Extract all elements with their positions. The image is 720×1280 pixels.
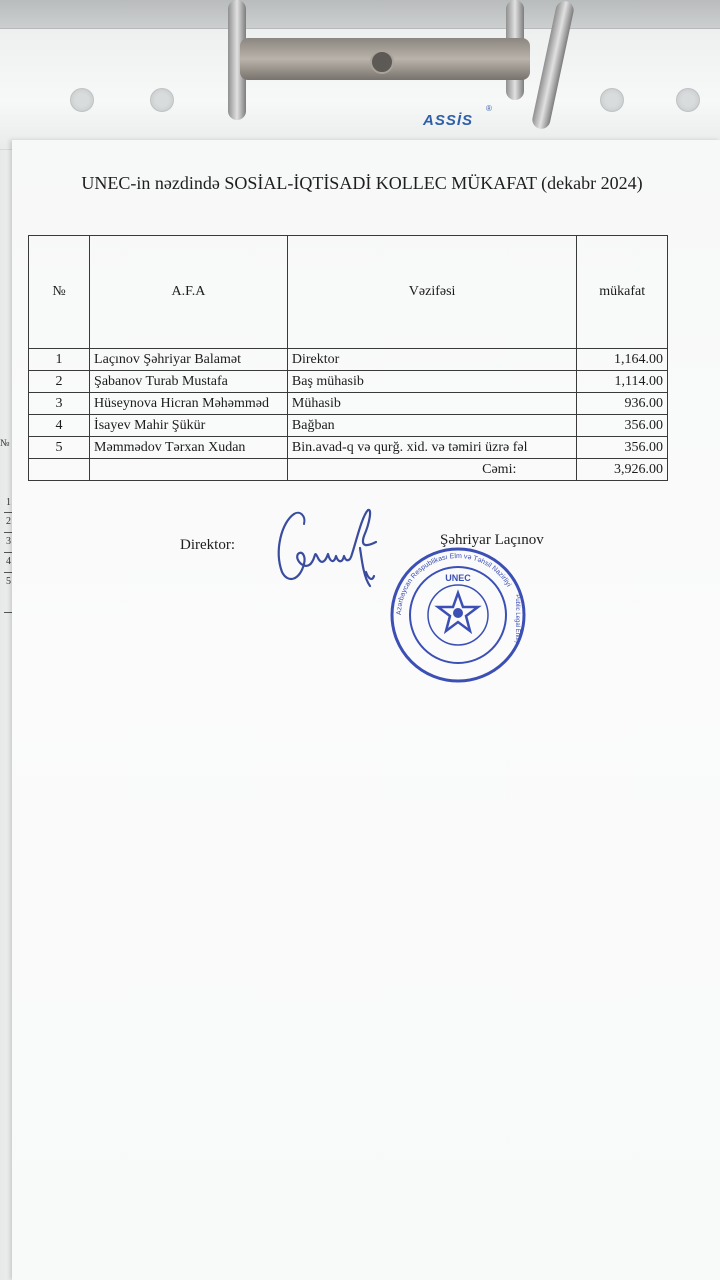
punch-hole — [70, 88, 94, 112]
total-row — [29, 459, 668, 481]
row-name: Hüseynova Hicran Məhəmməd — [90, 393, 288, 415]
award-document — [12, 140, 720, 1280]
row-amount: 936.00 — [577, 393, 668, 415]
total-empty-cell — [29, 459, 90, 481]
table-row — [29, 415, 668, 437]
registered-mark: ® — [486, 104, 492, 113]
punch-hole — [600, 88, 624, 112]
column-header-name: A.F.A — [90, 236, 288, 349]
table-row — [29, 393, 668, 415]
row-number: 4 — [29, 415, 90, 437]
document-title: UNEC-in nəzdində SOSİAL-İQTİSADİ KOLLEC MÜKAFAT (dekabr 2024) — [81, 173, 643, 193]
left-number: 4 — [6, 556, 11, 567]
total-label: Cəmi: — [287, 459, 576, 481]
row-amount: 356.00 — [577, 415, 668, 437]
left-number: 5 — [6, 576, 11, 587]
stamp-center-text: UNEC — [445, 573, 471, 583]
row-position: Mühasib — [287, 393, 576, 415]
row-number: 3 — [29, 393, 90, 415]
table-row — [29, 371, 668, 393]
row-name: Laçınov Şəhriyar Balamət — [90, 349, 288, 371]
left-no-symbol: № — [0, 438, 10, 449]
row-number: 5 — [29, 437, 90, 459]
stamp-side-text: Public Legal Entity — [514, 594, 520, 644]
total-amount: 3,926.00 — [577, 459, 668, 481]
binder-brand: ASSİS — [423, 112, 474, 129]
column-header-position: Vəzifəsi — [287, 236, 576, 349]
binder-background — [0, 0, 720, 160]
row-position: Bin.avad-q və qurğ. xid. və təmiri üzrə fəl — [287, 437, 576, 459]
row-position: Direktor — [287, 349, 576, 371]
director-name: Şəhriyar Laçınov — [440, 532, 544, 548]
punch-hole — [676, 88, 700, 112]
row-amount: 1,164.00 — [577, 349, 668, 371]
table-row — [29, 349, 668, 371]
row-name: Şabanov Turab Mustafa — [90, 371, 288, 393]
director-label: Direktor: — [180, 537, 235, 553]
mechanism-hole — [370, 50, 394, 74]
row-number: 2 — [29, 371, 90, 393]
left-number: 2 — [6, 516, 11, 527]
total-empty-cell — [90, 459, 288, 481]
stamp-outer-text: Azərbaycan Respublikası Elm və Təhsil Nazirliyi — [395, 552, 513, 616]
row-position: Bağban — [287, 415, 576, 437]
punch-hole — [150, 88, 174, 112]
row-number: 1 — [29, 349, 90, 371]
stamp-flame-icon — [453, 608, 463, 618]
row-name: Məmmədov Tərxan Xudan — [90, 437, 288, 459]
row-amount: 356.00 — [577, 437, 668, 459]
row-amount: 1,114.00 — [577, 371, 668, 393]
column-header-award: mükafat — [577, 236, 668, 349]
table-row — [29, 437, 668, 459]
row-position: Baş mühasib — [287, 371, 576, 393]
left-number: 1 — [6, 497, 11, 508]
award-table — [28, 235, 668, 481]
row-name: İsayev Mahir Şükür — [90, 415, 288, 437]
director-signature — [264, 502, 394, 602]
official-stamp — [388, 545, 528, 685]
column-header-no: № — [29, 236, 90, 349]
left-number: 3 — [6, 536, 11, 547]
table-header-row — [29, 236, 668, 349]
binder-mechanism — [240, 38, 530, 80]
